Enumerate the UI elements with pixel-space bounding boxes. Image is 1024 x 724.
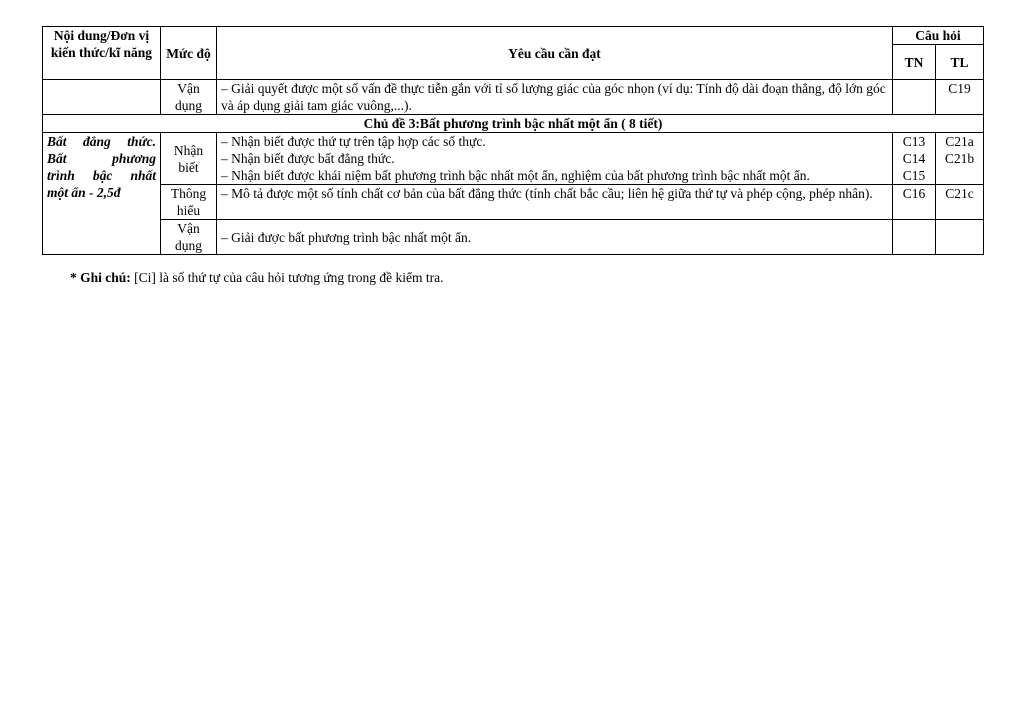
table-row bbox=[43, 220, 984, 255]
question-code: C14 bbox=[902, 151, 926, 166]
table-row bbox=[43, 80, 984, 115]
header-tn: TN bbox=[893, 45, 936, 80]
header-row bbox=[43, 27, 984, 45]
footnote bbox=[70, 270, 443, 286]
requirement-cell bbox=[217, 133, 893, 185]
footnote-text: [Ci] là số thứ tự của câu hỏi tương ứng trong đề kiểm tra. bbox=[130, 270, 444, 285]
header-unit: Nội dung/Đơn vị kiến thức/kĩ năng bbox=[43, 27, 161, 80]
requirement-line: – Nhận biết được khái niệm bất phương trình bậc nhất một ẩn, nghiệm của bất phương trình bậc nhất một ẩn. bbox=[221, 168, 810, 183]
tn-cell bbox=[893, 185, 936, 220]
specification-table bbox=[42, 26, 984, 255]
tl-cell bbox=[936, 220, 984, 255]
tl-cell bbox=[936, 185, 984, 220]
question-code: C13 bbox=[902, 134, 926, 149]
unit-cell-empty bbox=[43, 80, 161, 115]
topic-title: Chủ đề 3:Bất phương trình bậc nhất một ẩn ( 8 tiết) bbox=[43, 115, 984, 133]
unit-line: Bất đẳng thức. bbox=[47, 134, 156, 149]
question-code: C21b bbox=[944, 151, 975, 166]
requirement-line: – Nhận biết được bất đẳng thức. bbox=[221, 151, 395, 166]
question-code: C21a bbox=[945, 134, 974, 149]
header-requirement: Yêu cầu cần đạt bbox=[217, 27, 893, 80]
level-cell: Vận dụng bbox=[161, 80, 217, 115]
requirement-line: – Nhận biết được thứ tự trên tập hợp các số thực. bbox=[221, 134, 486, 149]
level-cell: Vận dụng bbox=[161, 220, 217, 255]
requirement-cell: – Giải được bất phương trình bậc nhất một ẩn. bbox=[217, 220, 893, 255]
tl-cell: C19 bbox=[936, 80, 984, 115]
footnote-label: * Ghi chú: bbox=[70, 270, 131, 285]
question-code: C15 bbox=[902, 168, 926, 183]
question-code: C16 bbox=[902, 186, 926, 201]
topic-row bbox=[43, 115, 984, 133]
level-cell: Nhận biết bbox=[161, 133, 217, 185]
unit-line: trình bậc nhất bbox=[47, 168, 156, 183]
level-cell: Thông hiểu bbox=[161, 185, 217, 220]
tn-cell bbox=[893, 133, 936, 185]
requirement-cell: – Giải quyết được một số vấn đề thực tiễn gắn với tỉ số lượng giác của góc nhọn (ví dụ: Tính độ dài đoạn thẳng, độ lớn góc và áp dụng giải tam giác vuông,...). bbox=[217, 80, 893, 115]
requirement-cell: – Mô tả được một số tính chất cơ bản của bất đẳng thức (tính chất bắc cầu; liên hệ giữa thứ tự và phép cộng, phép nhân). bbox=[217, 185, 893, 220]
unit-line: một ẩn - 2,5đ bbox=[47, 185, 121, 200]
question-code: C21c bbox=[945, 186, 974, 201]
header-tl: TL bbox=[936, 45, 984, 80]
tn-cell bbox=[893, 220, 936, 255]
table-row bbox=[43, 133, 984, 185]
header-questions: Câu hỏi bbox=[893, 27, 984, 45]
header-level: Mức độ bbox=[161, 27, 217, 80]
tn-cell bbox=[893, 80, 936, 115]
table-row bbox=[43, 185, 984, 220]
unit-line: Bất phương bbox=[47, 151, 156, 166]
unit-cell bbox=[43, 133, 161, 255]
tl-cell bbox=[936, 133, 984, 185]
